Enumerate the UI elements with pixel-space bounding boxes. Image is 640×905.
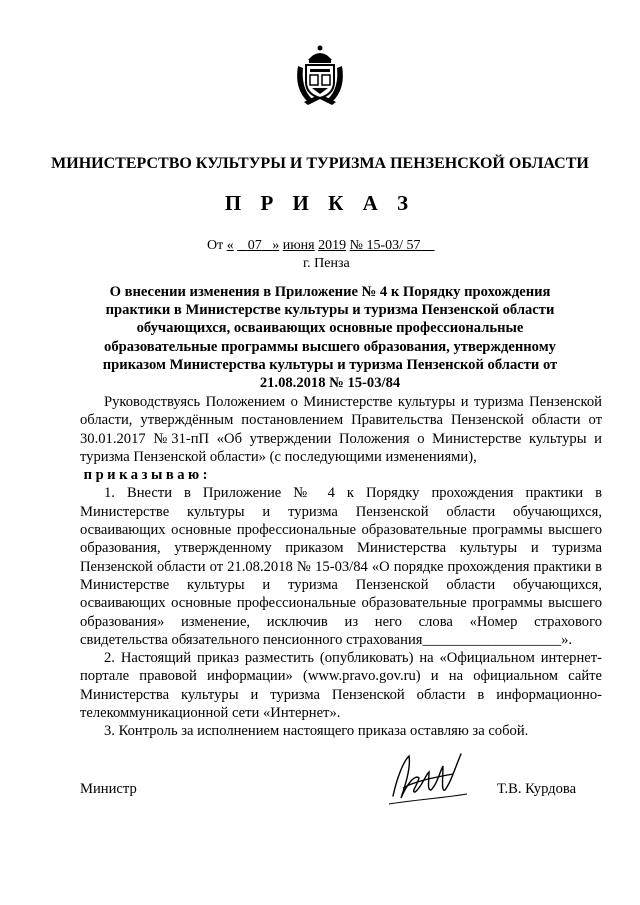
handwritten-signature-icon (383, 748, 471, 810)
date-month: июня (282, 238, 315, 253)
ministry-title: МИНИСТЕРСТВО КУЛЬТУРЫ И ТУРИЗМА ПЕНЗЕНСКОЙ ОБЛАСТИ (51, 155, 589, 172)
date-day: 07 (247, 238, 262, 253)
coat-of-arms-icon (294, 44, 346, 106)
item-2-paragraph: 2. Настоящий приказ разместить (опубликовать) на «Официальном интернет-портале правовой информации» (www.pravo.gov.ru) и на официальном сайте Министерства культуры и туризма Пензенской области в информационно-телекоммуникационной сети «Интернет». (80, 650, 602, 722)
document-number: № 15-03/ 57 (349, 238, 421, 253)
date-open-quote: « (226, 238, 234, 253)
signatory-role: Министр (80, 781, 137, 797)
date-close-quote: » (272, 238, 280, 253)
orders-word: приказываю: (83, 467, 212, 484)
city: г. Пенза (303, 256, 350, 271)
date-from: От (207, 238, 224, 253)
preamble-paragraph: Руководствуясь Положением о Министерстве культуры и туризма Пензенской области, утверждённым постановлением Правительства Пензенской области от 30.01.2017 №31-пП «Об утверждении Положения о Министерстве культуры и туризма Пензенской области» (с последующими изменениями), (80, 394, 602, 465)
document-body (80, 393, 602, 741)
item-1-paragraph: 1. Внести в Приложение № 4 к Порядку прохождения практики в Министерстве культуры и туризма Пензенской области обучающихся, осваивающих основные профессиональные образовательные программы высшего образования, утвержденному приказом Министерства культуры и туризма Пензенской области от 21.08.2018 № 15-03/84 «О порядке прохождения практики в Министерстве культуры и туризма Пензенской области обучающихся, осваивающих основные профессиональные образовательные программы высшего образования» изменение, исключив из него слова «Номер страхового свидетельства обязательного пенсионного страхования___________________». (80, 485, 602, 648)
date-number-line (207, 238, 435, 254)
signatory-name: Т.В. Курдова (497, 781, 577, 797)
document-type: П Р И К А З (224, 191, 416, 215)
item-3-paragraph: 3. Контроль за исполнением настоящего приказа оставляю за собой. (104, 723, 529, 740)
document-subject: О внесении изменения в Приложение № 4 к Порядку прохождения практики в Министерстве культуры и туризма Пензенской области обучающихся, осваивающих основные профессиональные образовательные программы высшего образования, утвержденному приказом Министерства культуры и туризма Пензенской области от 21.08.2018 № 15-03/84 (102, 284, 558, 392)
date-year: 2019 (318, 238, 347, 253)
